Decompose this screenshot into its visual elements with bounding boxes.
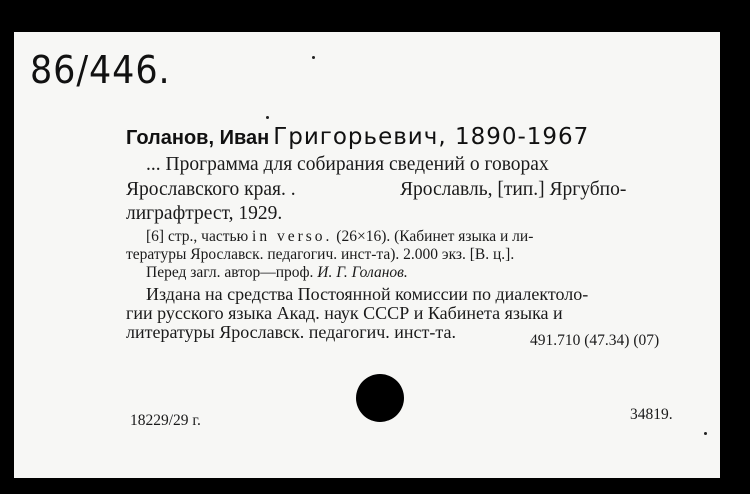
catalog-card: [14, 32, 720, 478]
note-funding-line-1: Издана на средства Постоянной комиссии по диалектоло-: [146, 284, 589, 304]
author-heading: [126, 124, 589, 150]
collation-size-publisher: (26×16). (Кабинет языка и ли-: [336, 228, 534, 245]
collation-line-1: [146, 228, 533, 246]
order-number: 18229/29 г.: [130, 412, 201, 429]
speck: [704, 432, 707, 435]
accession-number: 86/446.: [30, 48, 171, 92]
speck: [266, 116, 269, 119]
note-author-prefix: Перед загл. автор—проф.: [146, 264, 314, 281]
author-name: Голанов, Иван: [126, 127, 270, 149]
collation-line-2: тературы Ярославск. педагогич. инст-та). 2.000 экз. [В. ц.].: [126, 246, 515, 263]
note-author-name: И. Г. Голанов.: [317, 264, 408, 281]
collation-pages: [6] стр., частью: [146, 228, 249, 245]
title-line-1: ... Программа для собирания сведений о говорах: [146, 154, 549, 175]
title-line-2a: Ярославского края. .: [126, 179, 296, 200]
title-line-3: лиграфтрест, 1929.: [126, 203, 283, 224]
speck: [312, 56, 315, 59]
title-line-2b: Ярославль, [тип.] Яргубпо-: [400, 179, 627, 200]
punch-hole: [356, 374, 404, 422]
author-handwritten-addition: Григорьевич, 1890-1967: [273, 124, 590, 150]
note-funding-line-2: гии русского языка Акад. наук СССР и Кабинета языка и: [126, 303, 563, 323]
card-number: 34819.: [630, 406, 673, 423]
scan-border: [720, 32, 750, 478]
classification-number: 491.710 (47.34) (07): [530, 332, 660, 349]
collation-in-verso: in verso.: [252, 228, 333, 245]
note-author: [146, 264, 408, 282]
note-funding-line-3: литературы Ярославск. педагогич. инст-та.: [126, 322, 456, 342]
